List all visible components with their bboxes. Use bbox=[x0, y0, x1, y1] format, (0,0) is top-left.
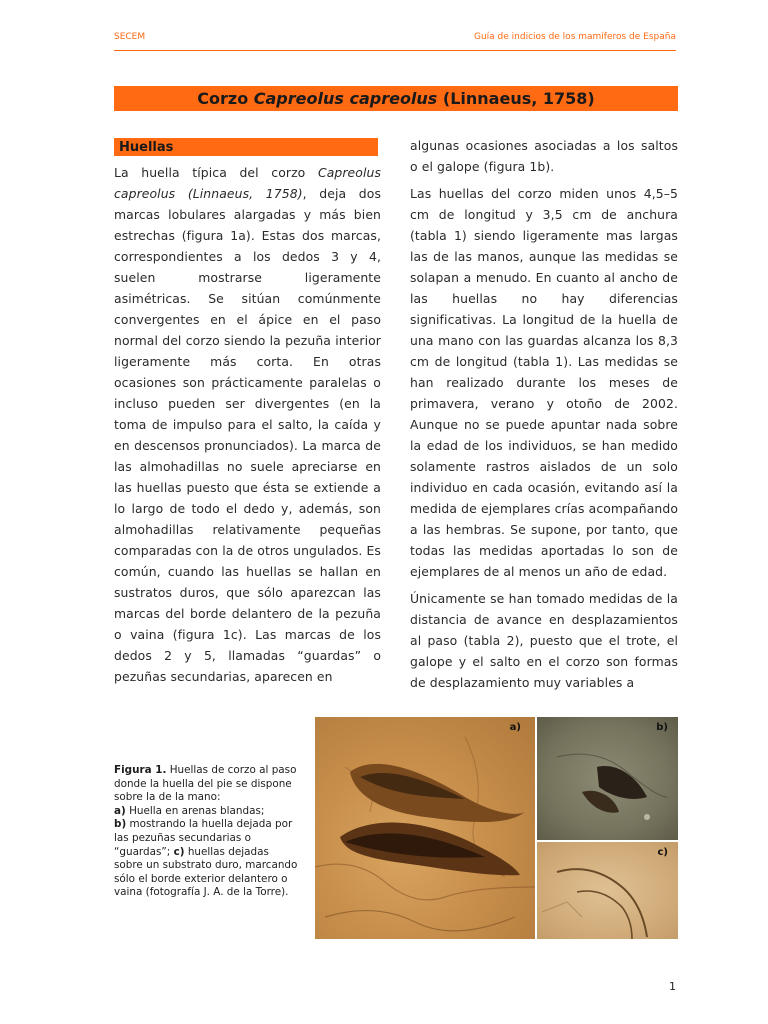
figure-photos bbox=[315, 717, 678, 939]
header-right: Guía de indicios de los mamíferos de España bbox=[473, 32, 676, 42]
caption-b-text: mostrando la huella dejada por las pezuñas secundarias o “guardas”; bbox=[114, 818, 293, 858]
text-run-italic: Capreolus capreolus (Linnaeus, 1758) bbox=[114, 165, 381, 201]
text-run: La huella típica del corzo bbox=[114, 165, 318, 180]
photo-b-mud-track bbox=[537, 717, 678, 840]
title-author: (Linnaeus, 1758) bbox=[442, 89, 595, 108]
page-title bbox=[114, 86, 678, 111]
caption-b-label: b) bbox=[114, 818, 127, 831]
text-run: , deja dos marcas lobulares alargadas y más bien estrechas (figura 1a). Estas dos marcas, correspondientes a los dedos 3 y 4, suelen mostrarse ligeramente asimétricas. Se sitúan comúnmente convergentes en el ápice en el paso normal del corzo siendo la pezuña interior ligeramente más corta. En otras ocasiones son prácticamente paralelas o incluso pueden ser divergentes (en la toma de impulso para el salto, la caída y en descensos pronunciados). La marca de las almohadillas no suele apreciarse en las huellas puesto que ésta se extiende a lo largo de todo el dedo y, además, son almohadillas relativamente pequeñas comparadas con la de otros ungulados. Es común, cuando las huellas se hallan en sustratos duros, que sólo aparezcan las marcas del borde delantero de la pezuña o vaina (figura 1c). Las marcas de los dedos 2 y 5, llamadas “guardas” o pezuñas secundarias, aparecen en bbox=[114, 186, 381, 684]
paragraph-2: Las huellas del corzo miden unos 4,5–5 cm de longitud y 3,5 cm de anchura (tabla 1) siendo ligeramente mas largas las de las manos, aunque las medidas se solapan a menudo. En cuanto al ancho de las huellas no hay diferencias significativas. La longitud de la huella de una mano con las guardas alcanza los 8,3 cm de longitud (tabla 1). Las medidas se han realizado durante los meses de primavera, verano y otoño de 2002. Aunque no se puede apuntar nada sobre la edad de los individuos, se han medido solamente rastros aislados de un solo individuo en cada ocasión, evitando así la medida de ejemplares crías acompañando a las hembras. Se supone, por tanto, que todas las medidas aportadas lo son de ejemplares de al menos un año de edad. bbox=[410, 186, 678, 579]
caption-c-label: c) bbox=[173, 845, 185, 858]
title-scientific-name: Capreolus capreolus bbox=[253, 89, 438, 108]
paragraph-huellas bbox=[114, 162, 381, 687]
header-divider bbox=[114, 50, 676, 51]
photo-a-sand-track bbox=[315, 717, 535, 939]
photo-c-label: c) bbox=[657, 847, 668, 858]
caption-a-text: Huella en arenas blandas; bbox=[125, 804, 265, 817]
paragraph-1: algunas ocasiones asociadas a los saltos o el galope (figura 1b). bbox=[410, 138, 678, 174]
header-left: SECEM bbox=[114, 32, 146, 42]
text-column-right bbox=[410, 135, 678, 693]
text-column-left bbox=[114, 162, 381, 687]
caption-c-text: huellas dejadas sobre un substrato duro, marcando sólo el borde exterior delantero o vaina (fotografía J. A. de la Torre). bbox=[114, 845, 298, 899]
photo-b-label: b) bbox=[656, 722, 668, 733]
caption-label: Figura 1. bbox=[114, 764, 167, 776]
title-common-name: Corzo bbox=[197, 89, 249, 108]
photo-c-hard-substrate-track bbox=[537, 842, 678, 939]
caption-intro: Huellas de corzo al paso donde la huella del pie se dispone sobre la de la mano: bbox=[114, 764, 297, 804]
section-heading: Huellas bbox=[114, 138, 378, 156]
photo-a-label: a) bbox=[509, 722, 521, 733]
figure-caption bbox=[114, 764, 299, 900]
caption-a-label: a) bbox=[114, 804, 126, 817]
paragraph-3: Únicamente se han tomado medidas de la distancia de avance en desplazamientos al paso (tabla 2), puesto que el trote, el galope y el salto en el corzo son formas de desplazamiento muy variables a bbox=[410, 591, 678, 690]
page-number: 1 bbox=[669, 980, 676, 993]
